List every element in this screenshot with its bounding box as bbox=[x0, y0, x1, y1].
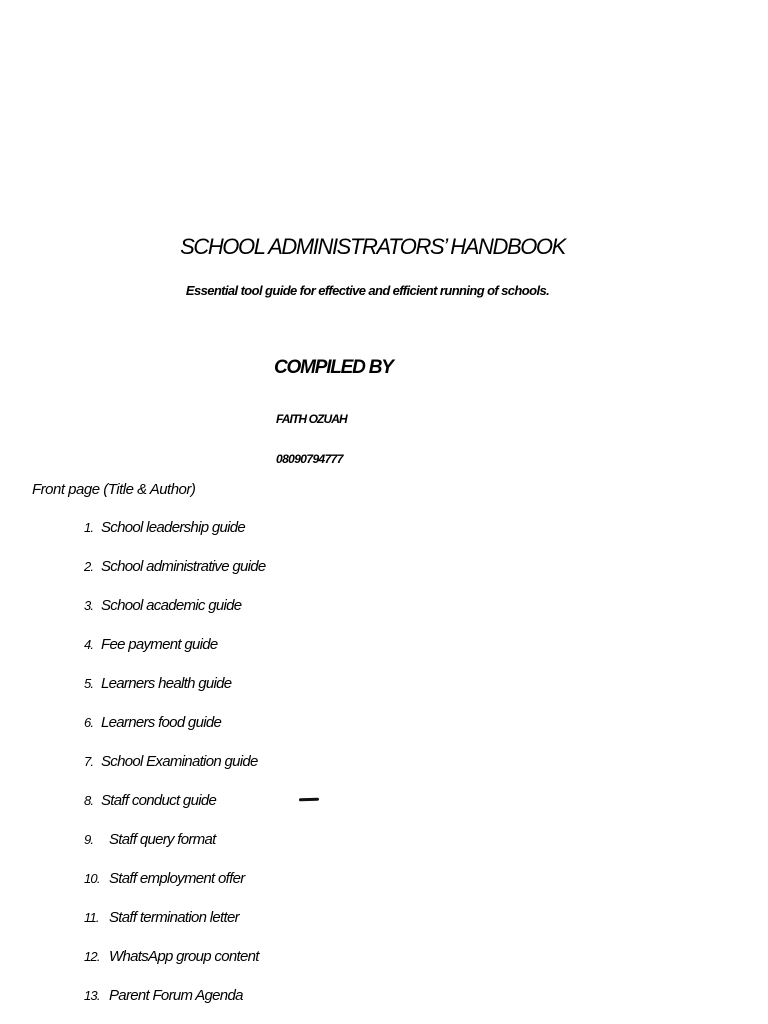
list-item bbox=[84, 865, 266, 904]
list-item bbox=[84, 631, 266, 670]
list-item-label: Learners food guide bbox=[101, 714, 222, 731]
list-item bbox=[84, 709, 266, 748]
list-item-label: Staff termination letter bbox=[109, 909, 239, 926]
list-item-number: 4. bbox=[84, 637, 94, 652]
list-item bbox=[84, 670, 266, 709]
list-item-number: 8. bbox=[84, 793, 94, 808]
contents-list bbox=[84, 514, 266, 1021]
compiled-by-label: COMPILED BY bbox=[274, 357, 393, 378]
list-item-number: 11. bbox=[84, 910, 99, 925]
list-item bbox=[84, 514, 266, 553]
list-item-label: Staff employment offer bbox=[109, 870, 245, 887]
list-item-number: 1. bbox=[84, 520, 94, 535]
list-item-number: 7. bbox=[84, 754, 94, 769]
document-title: SCHOOL ADMINISTRATORS’ HANDBOOK bbox=[180, 234, 565, 259]
list-item-number: 13. bbox=[84, 988, 100, 1003]
list-item bbox=[84, 787, 266, 826]
list-item-label: School administrative guide bbox=[101, 558, 266, 575]
list-item-label: Staff query format bbox=[109, 831, 216, 848]
list-item-number: 9. bbox=[84, 832, 94, 847]
list-item-number: 3. bbox=[84, 598, 94, 613]
author-phone: 08090794777 bbox=[276, 452, 343, 466]
list-item-label: School Examination guide bbox=[101, 753, 258, 770]
list-item bbox=[84, 748, 266, 787]
list-item-label: Parent Forum Agenda bbox=[109, 987, 243, 1004]
front-page-label: Front page (Title & Author) bbox=[32, 481, 196, 498]
list-item-number: 12. bbox=[84, 949, 100, 964]
list-item-label: Fee payment guide bbox=[101, 636, 218, 653]
list-item bbox=[84, 826, 266, 865]
list-item bbox=[84, 904, 266, 943]
list-item-label: School leadership guide bbox=[101, 519, 246, 536]
list-item bbox=[84, 592, 266, 631]
list-item-label: WhatsApp group content bbox=[109, 948, 259, 965]
list-item-number: 6. bbox=[84, 715, 94, 730]
author-name: FAITH OZUAH bbox=[276, 412, 347, 426]
list-item-number: 2. bbox=[84, 559, 94, 574]
list-item-label: Staff conduct guide bbox=[101, 792, 217, 809]
list-item bbox=[84, 553, 266, 592]
list-item bbox=[84, 982, 266, 1021]
list-item bbox=[84, 943, 266, 982]
list-item-number: 5. bbox=[84, 676, 94, 691]
list-item-label: School academic guide bbox=[101, 597, 242, 614]
pen-dash-mark bbox=[299, 798, 319, 802]
document-subtitle: Essential tool guide for effective and efficient running of schools. bbox=[185, 283, 550, 298]
list-item-label: Learners health guide bbox=[101, 675, 232, 692]
list-item-number: 10. bbox=[84, 871, 100, 886]
